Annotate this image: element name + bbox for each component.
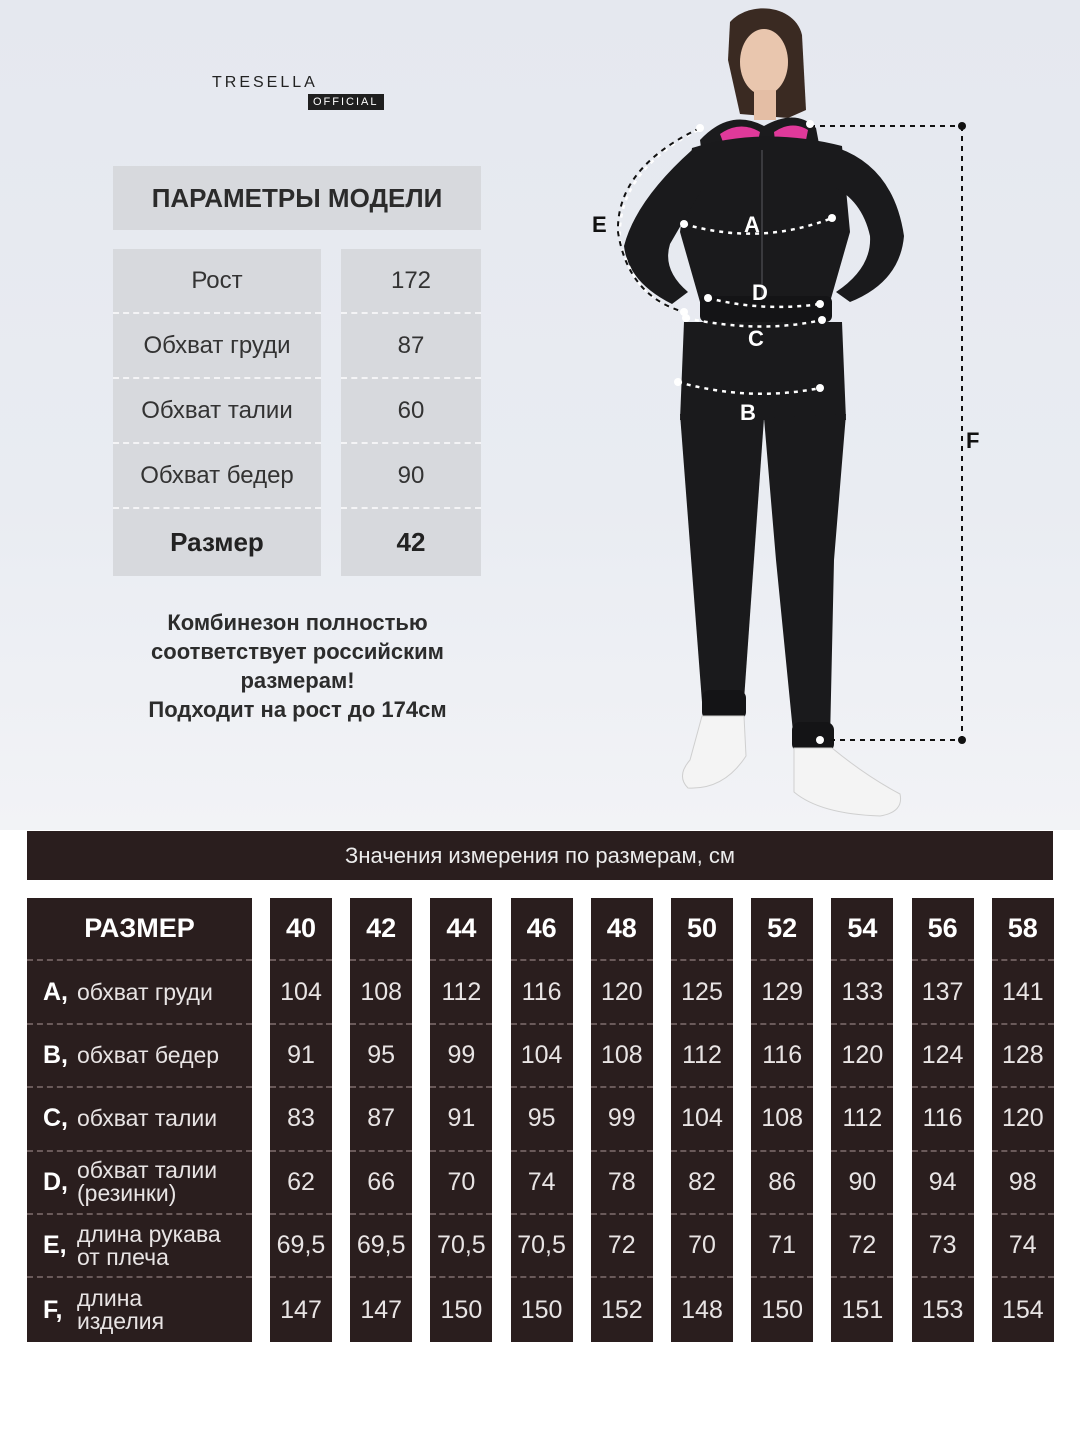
marker-d: D — [752, 280, 768, 305]
size-value-cell: 120 — [591, 961, 653, 1024]
size-value-cell: 70 — [671, 1215, 733, 1278]
size-value-cell: 70 — [430, 1152, 492, 1215]
param-label: Рост — [113, 249, 321, 314]
measure-row-label — [27, 1215, 252, 1278]
size-value-cell: 83 — [270, 1088, 332, 1151]
size-value-cell: 116 — [751, 1025, 813, 1088]
model-face — [740, 29, 788, 95]
param-label: Размер — [170, 527, 264, 557]
size-value-cell: 112 — [831, 1088, 893, 1151]
size-value-cell: 72 — [831, 1215, 893, 1278]
size-table-title: Значения измерения по размерам, см — [27, 831, 1053, 880]
size-header: 56 — [912, 898, 974, 961]
size-header: 44 — [430, 898, 492, 961]
size-value-cell: 120 — [992, 1088, 1054, 1151]
size-value-cell: 91 — [430, 1088, 492, 1151]
size-value-cell: 108 — [591, 1025, 653, 1088]
measure-letter: F, — [43, 1295, 63, 1324]
size-header: 50 — [671, 898, 733, 961]
fit-note-line: размерам! — [240, 668, 355, 693]
fit-note-line: Комбинезон полностью — [167, 610, 428, 635]
model-params-labels — [113, 249, 321, 576]
size-column-50 — [671, 898, 733, 1342]
size-value-cell: 82 — [671, 1152, 733, 1215]
measure-text: обхват бедер — [77, 1041, 220, 1068]
size-value-cell: 151 — [841, 1295, 884, 1324]
size-value-cell: 94 — [912, 1152, 974, 1215]
fit-note-line: соответствует российским — [151, 639, 444, 664]
measure-row-label — [27, 1088, 252, 1151]
measure-letter: C, — [43, 1104, 68, 1133]
size-value-cell: 74 — [511, 1152, 573, 1215]
size-value-cell: 137 — [912, 961, 974, 1024]
size-value-cell: 124 — [912, 1025, 974, 1088]
size-value-cell: 86 — [751, 1152, 813, 1215]
marker-c: C — [748, 326, 764, 351]
size-value-cell: 74 — [992, 1215, 1054, 1278]
size-header-label: РАЗМЕР — [27, 898, 252, 961]
size-column-52 — [751, 898, 813, 1342]
param-value: 172 — [341, 249, 481, 314]
size-value-cell: 108 — [751, 1088, 813, 1151]
model-params-title: ПАРАМЕТРЫ МОДЕЛИ — [113, 166, 481, 230]
marker-e: E — [592, 212, 607, 237]
size-column-46 — [511, 898, 573, 1342]
measure-letter: A, — [43, 977, 68, 1006]
size-value-cell: 153 — [921, 1295, 964, 1324]
size-value-cell: 120 — [831, 1025, 893, 1088]
size-column-44 — [430, 898, 492, 1342]
size-header: 58 — [992, 898, 1054, 961]
size-value-cell: 87 — [350, 1088, 412, 1151]
size-value-cell: 104 — [270, 961, 332, 1024]
param-value: 87 — [341, 314, 481, 379]
model-right-leg — [764, 414, 846, 742]
size-value-cell: 104 — [511, 1025, 573, 1088]
size-value-cell: 91 — [270, 1025, 332, 1088]
size-header: 54 — [831, 898, 893, 961]
measure-text: длина рукава от плеча — [77, 1220, 221, 1270]
param-value: 90 — [341, 444, 481, 509]
measure-text: обхват талии — [77, 1105, 218, 1132]
size-value-cell: 73 — [912, 1215, 974, 1278]
size-value-cell: 141 — [992, 961, 1054, 1024]
size-value-cell: 112 — [430, 961, 492, 1024]
size-value-cell: 154 — [1001, 1295, 1044, 1324]
size-value-cell: 71 — [751, 1215, 813, 1278]
size-value-cell: 150 — [761, 1295, 804, 1324]
size-value-cell: 147 — [360, 1295, 403, 1324]
size-value-cell: 72 — [591, 1215, 653, 1278]
param-label: Обхват бедер — [113, 444, 321, 509]
size-value-cell: 66 — [350, 1152, 412, 1215]
size-value-cell: 95 — [511, 1088, 573, 1151]
marker-a: A — [744, 212, 760, 237]
size-header: 40 — [270, 898, 332, 961]
measure-letter: B, — [43, 1040, 68, 1069]
measure-text: обхват груди — [77, 978, 213, 1005]
marker-f: F — [966, 428, 980, 453]
size-value-cell: 125 — [671, 961, 733, 1024]
measure-row-label — [27, 1278, 252, 1341]
brand-logo — [212, 74, 379, 108]
measure-text: обхват талии (резинки) — [77, 1157, 218, 1207]
size-value-cell: 69,5 — [350, 1215, 412, 1278]
size-value-cell: 148 — [681, 1295, 723, 1324]
size-value-cell: 69,5 — [270, 1215, 332, 1278]
model-illustration — [580, 0, 1000, 830]
size-value-cell: 129 — [751, 961, 813, 1024]
measure-text: длина изделия — [77, 1285, 165, 1335]
model-params-values — [341, 249, 481, 576]
param-value: 42 — [396, 527, 426, 557]
size-value-cell: 104 — [671, 1088, 733, 1151]
fit-note — [100, 608, 495, 724]
size-header: 46 — [511, 898, 573, 961]
size-value-cell: 128 — [992, 1025, 1054, 1088]
model-left-shoe — [682, 716, 746, 788]
size-value-cell: 70,5 — [430, 1215, 492, 1278]
size-column-48 — [591, 898, 653, 1342]
measure-letter: D, — [43, 1167, 68, 1196]
size-value-cell: 98 — [992, 1152, 1054, 1215]
measure-row-label — [27, 1025, 252, 1088]
param-label: Обхват талии — [113, 379, 321, 444]
size-table-label-column — [27, 898, 252, 1342]
size-value-cell: 116 — [511, 961, 573, 1024]
size-column-56 — [912, 898, 974, 1342]
measure-row-label — [27, 961, 252, 1024]
brand-tag: OFFICIAL — [308, 94, 384, 110]
size-header: 52 — [751, 898, 813, 961]
size-value-cell: 147 — [280, 1295, 322, 1324]
model-right-shoe — [794, 748, 901, 816]
size-value-cell: 116 — [912, 1088, 974, 1151]
size-column-40 — [270, 898, 332, 1342]
size-value-cell: 90 — [831, 1152, 893, 1215]
size-value-cell: 99 — [591, 1088, 653, 1151]
size-value-cell: 78 — [591, 1152, 653, 1215]
size-header: 48 — [591, 898, 653, 961]
size-column-42 — [350, 898, 412, 1342]
size-value-cell: 150 — [440, 1295, 483, 1324]
measure-letter: E, — [43, 1231, 67, 1260]
size-header: 42 — [350, 898, 412, 961]
size-value-cell: 95 — [350, 1025, 412, 1088]
size-value-cell: 99 — [430, 1025, 492, 1088]
param-label: Обхват груди — [113, 314, 321, 379]
size-column-58 — [992, 898, 1054, 1342]
size-value-cell: 112 — [671, 1025, 733, 1088]
model-neck — [754, 90, 776, 120]
model-torso — [680, 136, 850, 302]
size-value-cell: 152 — [600, 1295, 643, 1324]
size-value-cell: 133 — [831, 961, 893, 1024]
measure-row-label — [27, 1152, 252, 1215]
model-left-leg — [680, 414, 764, 702]
size-value-cell: 70,5 — [511, 1215, 573, 1278]
brand-name: TRESELLA — [212, 74, 318, 91]
size-value-cell: 62 — [270, 1152, 332, 1215]
param-value: 60 — [341, 379, 481, 444]
size-value-cell: 150 — [520, 1295, 563, 1324]
size-column-54 — [831, 898, 893, 1342]
fit-note-line: Подходит на рост до 174см — [148, 697, 447, 722]
size-value-cell: 108 — [350, 961, 412, 1024]
marker-b: B — [740, 400, 756, 425]
